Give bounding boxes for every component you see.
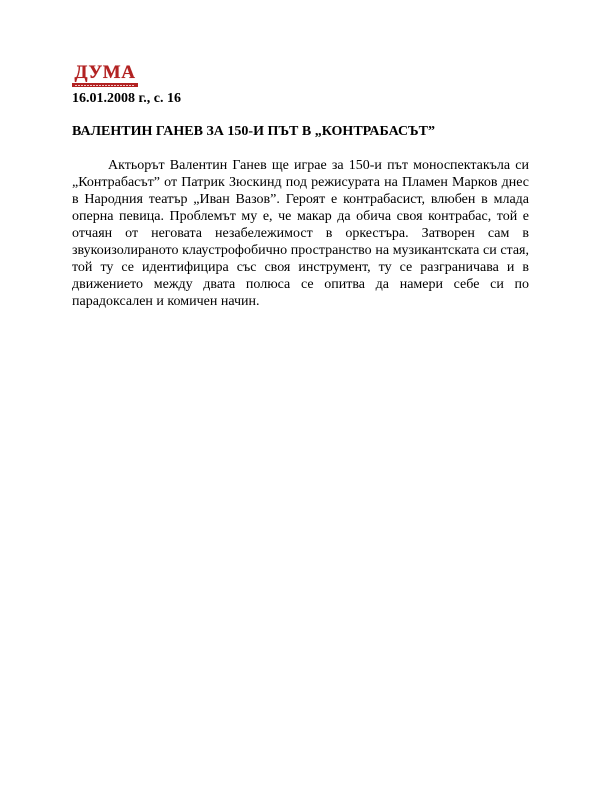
article-paragraph: Актьорът Валентин Ганев ще играе за 150-и път моноспектакъла си „Контрабасът” от Патрик Зюскинд под режисурата на Пламен Марков днес в Народния театър „Иван Вазов”. Героят е контрабасист, влюбен в млада оперна певица. Проблемът му е, че макар да обича своя контрабас, той е отчаян от неговата незабележимост в оркестъра. Затворен сам в звукоизолираното клаустрофобично пространство на музикантската си стая, той ту се идентифицира със своя инструмент, ту се разграничава и в движението между двата полюса се опитва да намери себе си по парадоксален и комичен начин. — [72, 158, 529, 309]
duma-newspaper-logo — [72, 62, 138, 88]
logo-text: ДУМА — [74, 62, 136, 83]
logo-strip-pattern — [75, 85, 135, 86]
article-headline: ВАЛЕНТИН ГАНЕВ ЗА 150-И ПЪТ В „КОНТРАБАСЪТ” — [72, 124, 435, 139]
publication-date-page: 16.01.2008 г., с. 16 — [72, 91, 181, 106]
article-body — [72, 157, 529, 310]
